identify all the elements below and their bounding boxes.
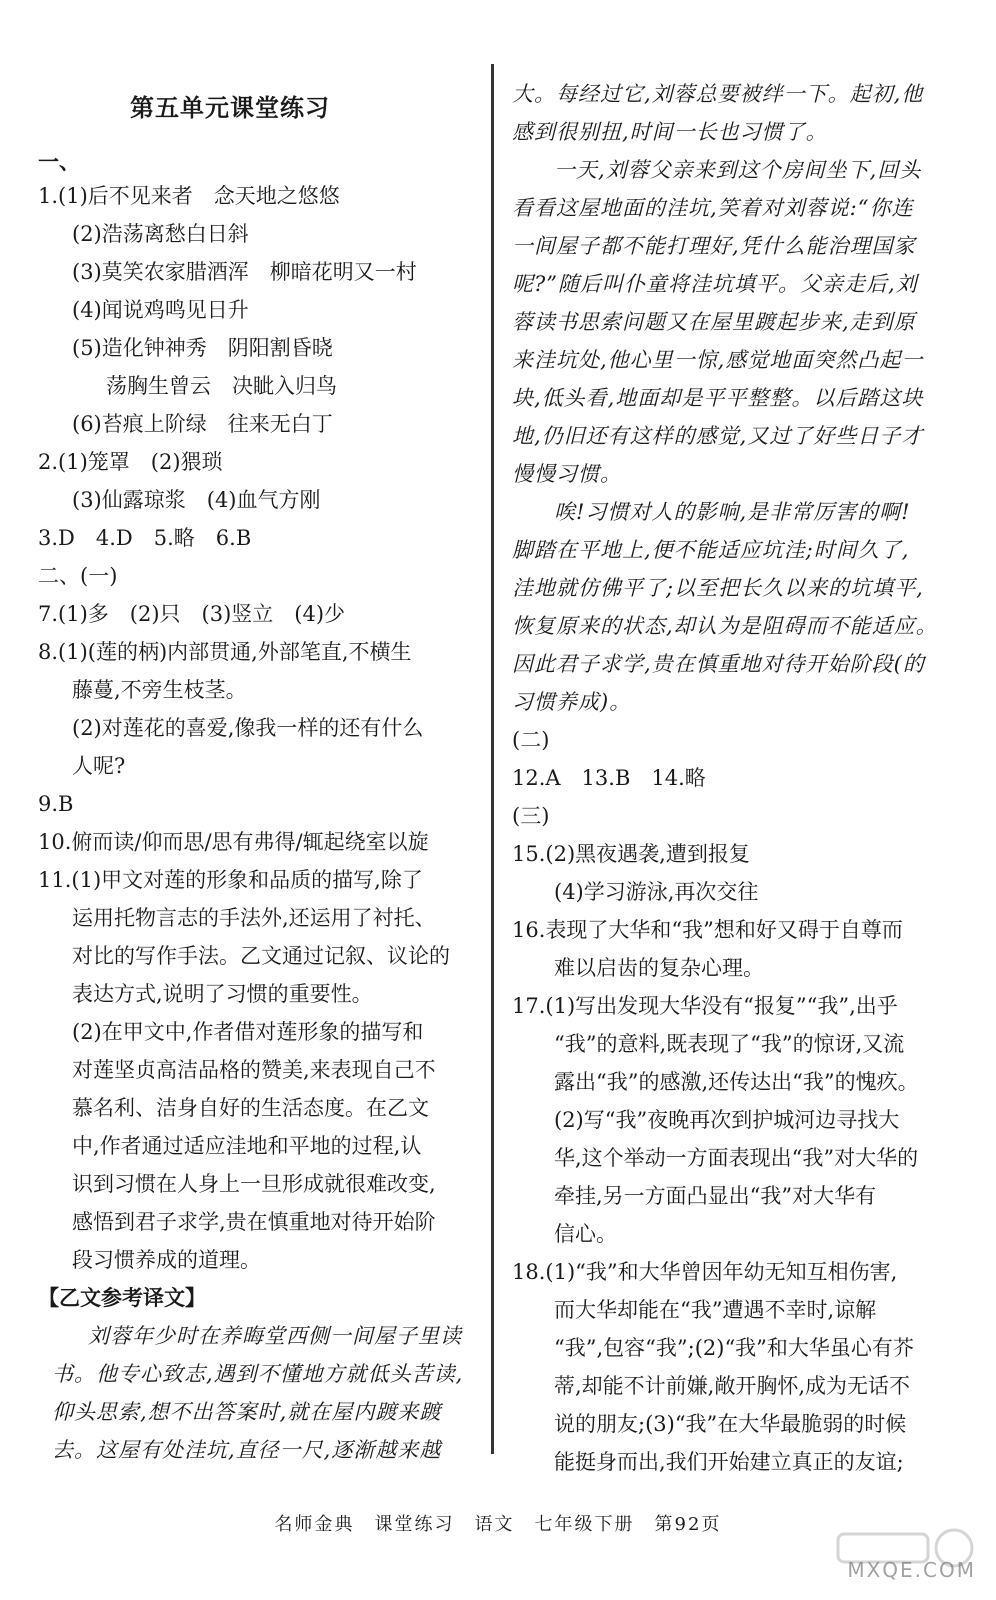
- right-column-line: 习惯养成)。: [512, 690, 632, 714]
- left-column-line: 藤蔓,不旁生枝茎。: [72, 678, 247, 702]
- right-column-line: 牵挂,另一方面凸显出“我”对大华有: [554, 1184, 877, 1208]
- right-column-line: 一间屋子都不能打理好,凭什么能治理国家: [512, 234, 916, 258]
- left-column-line: (5)造化钟神秀 阴阳割昏晓: [72, 336, 333, 360]
- left-column-line: 运用托物言志的手法外,还运用了衬托、: [72, 906, 436, 930]
- right-column-line: 信心。: [554, 1222, 617, 1246]
- left-column-line: 中,作者通过适应洼地和平地的过程,认: [72, 1134, 422, 1158]
- left-column-line: 【乙文参考译文】: [38, 1286, 206, 1310]
- right-column-line: 能挺身而出,我们开始建立真正的友谊;: [554, 1450, 904, 1474]
- left-column-line: 2.(1)笼罩 (2)猥琐: [38, 450, 223, 474]
- left-column-line: 11.(1)甲文对莲的形象和品质的描写,除了: [38, 868, 423, 892]
- right-column-line: 12.A 13.B 14.略: [512, 766, 706, 790]
- right-column-line: 17.(1)写出发现大华没有“报复”“我”,出乎: [512, 994, 898, 1018]
- left-column-line: 7.(1)多 (2)只 (3)竖立 (4)少: [38, 602, 346, 626]
- column-divider: [491, 64, 494, 1454]
- right-column-line: 因此君子求学,贵在慎重地对待开始阶段(的: [512, 652, 925, 676]
- left-column-line: (4)闻说鸡鸣见日升: [72, 298, 249, 322]
- right-column-line: 蒂,却能不计前嫌,敞开胸怀,成为无话不: [554, 1374, 911, 1398]
- right-column-line: 说的朋友;(3)“我”在大华最脆弱的时候: [554, 1412, 907, 1436]
- right-column-line: “我”的意料,既表现了“我”的惊讶,又流: [554, 1032, 905, 1056]
- page-title: 第五单元课堂练习: [130, 94, 330, 122]
- left-column-line: 对莲坚贞高洁品格的赞美,来表现自己不: [72, 1058, 436, 1082]
- right-column-line: “我”,包容“我”;(2)“我”和大华虽心有芥: [554, 1336, 914, 1360]
- left-column-line: 书。他专心致志,遇到不懂地方就低头苦读,: [52, 1362, 464, 1386]
- right-column-line: 呢?”随后叫仆童将洼坑填平。父亲走后,刘: [512, 272, 918, 296]
- right-column-line: (二): [512, 728, 550, 752]
- left-column-line: 1.(1)后不见来者 念天地之悠悠: [38, 184, 340, 208]
- right-column-line: 15.(2)黑夜遇袭,遭到报复: [512, 842, 750, 866]
- left-column-line: (3)仙露琼浆 (4)血气方刚: [72, 488, 321, 512]
- right-column-line: 块,低头看,地面却是平平整整。以后踏这块: [512, 386, 924, 410]
- left-column-line: 表达方式,说明了习惯的重要性。: [72, 982, 373, 1006]
- left-column-line: 3.D 4.D 5.略 6.B: [38, 526, 252, 550]
- right-column-line: (三): [512, 804, 550, 828]
- right-column-line: 地,仍旧还有这样的感觉,又过了好些日子才: [512, 424, 924, 448]
- left-column-line: 仰头思索,想不出答案时,就在屋内踱来踱: [52, 1400, 442, 1424]
- left-column-line: 9.B: [38, 792, 74, 816]
- right-column-line: 16.表现了大华和“我”想和好又碍于自尊而: [512, 918, 903, 942]
- left-column-line: 段习惯养成的道理。: [72, 1248, 261, 1272]
- right-column-line: 恢复原来的状态,却认为是阻碍而不能适应。: [512, 614, 938, 638]
- left-column-line: 一、: [38, 150, 80, 174]
- right-column-line: 18.(1)“我”和大华曾因年幼无知互相伤害,: [512, 1260, 898, 1284]
- left-column-line: 感悟到君子求学,贵在慎重地对待开始阶: [72, 1210, 436, 1234]
- right-column-line: (2)写“我”夜晚再次到护城河边寻找大: [554, 1108, 900, 1132]
- right-column-line: 一天,刘蓉父亲来到这个房间坐下,回头: [554, 158, 922, 182]
- right-column-line: 大。每经过它,刘蓉总要被绊一下。起初,他: [512, 82, 924, 106]
- right-column-line: 脚踏在平地上,便不能适应坑洼;时间久了,: [512, 538, 910, 562]
- left-column-line: 对比的写作手法。乙文通过记叙、议论的: [72, 944, 450, 968]
- left-column-line: 10.俯而读/仰而思/思有弗得/辄起绕室以旋: [38, 830, 429, 854]
- left-column-line: 人呢?: [72, 754, 126, 778]
- left-column-line: 识到习惯在人身上一旦形成就很难改变,: [72, 1172, 436, 1196]
- left-column-line: (3)莫笑农家腊酒浑 柳暗花明又一村: [72, 260, 417, 284]
- left-column-line: 二、(一): [38, 564, 118, 588]
- left-column-line: 8.(1)(莲的柄)内部贯通,外部笔直,不横生: [38, 640, 412, 664]
- page-footer: 名师金典 课堂练习 语文 七年级下册 第92页: [274, 1514, 722, 1535]
- left-column-line: 刘蓉年少时在养晦堂西侧一间屋子里读: [88, 1324, 462, 1348]
- right-column-line: 慢慢习惯。: [512, 462, 622, 486]
- right-column-line: 感到很别扭,时间一长也习惯了。: [512, 120, 828, 144]
- right-column-line: 露出“我”的感激,还传达出“我”的愧疚。: [554, 1070, 919, 1094]
- right-column-line: 看看这屋地面的洼坑,笑着对刘蓉说:“你连: [512, 196, 914, 220]
- left-column-line: (2)在甲文中,作者借对莲形象的描写和: [72, 1020, 424, 1044]
- left-column-line: (2)对莲花的喜爱,像我一样的还有什么: [72, 716, 424, 740]
- left-column-line: 荡胸生曾云 决眦入归鸟: [106, 374, 337, 398]
- watermark-text: MXQE.COM: [847, 1558, 976, 1582]
- right-column-line: 华,这个举动一方面表现出“我”对大华的: [554, 1146, 919, 1170]
- right-column-line: 难以启齿的复杂心理。: [554, 956, 764, 980]
- left-column-line: (6)苔痕上阶绿 往来无白丁: [72, 412, 333, 436]
- right-column-line: 唉!习惯对人的影响,是非常厉害的啊!: [554, 500, 911, 524]
- right-column-line: 蓉读书思索问题又在屋里踱起步来,走到原: [512, 310, 916, 334]
- right-column-line: (4)学习游泳,再次交往: [554, 880, 759, 904]
- left-column-line: 去。这屋有处洼坑,直径一尺,逐渐越来越: [52, 1438, 442, 1462]
- right-column-line: 洼地就仿佛平了;以至把长久以来的坑填平,: [512, 576, 924, 600]
- right-column-line: 而大华却能在“我”遭遇不幸时,谅解: [554, 1298, 877, 1322]
- right-column-line: 来洼坑处,他心里一惊,感觉地面突然凸起一: [512, 348, 924, 372]
- left-column-line: 慕名利、洁身自好的生活态度。在乙文: [72, 1096, 429, 1120]
- left-column-line: (2)浩荡离愁白日斜: [72, 222, 249, 246]
